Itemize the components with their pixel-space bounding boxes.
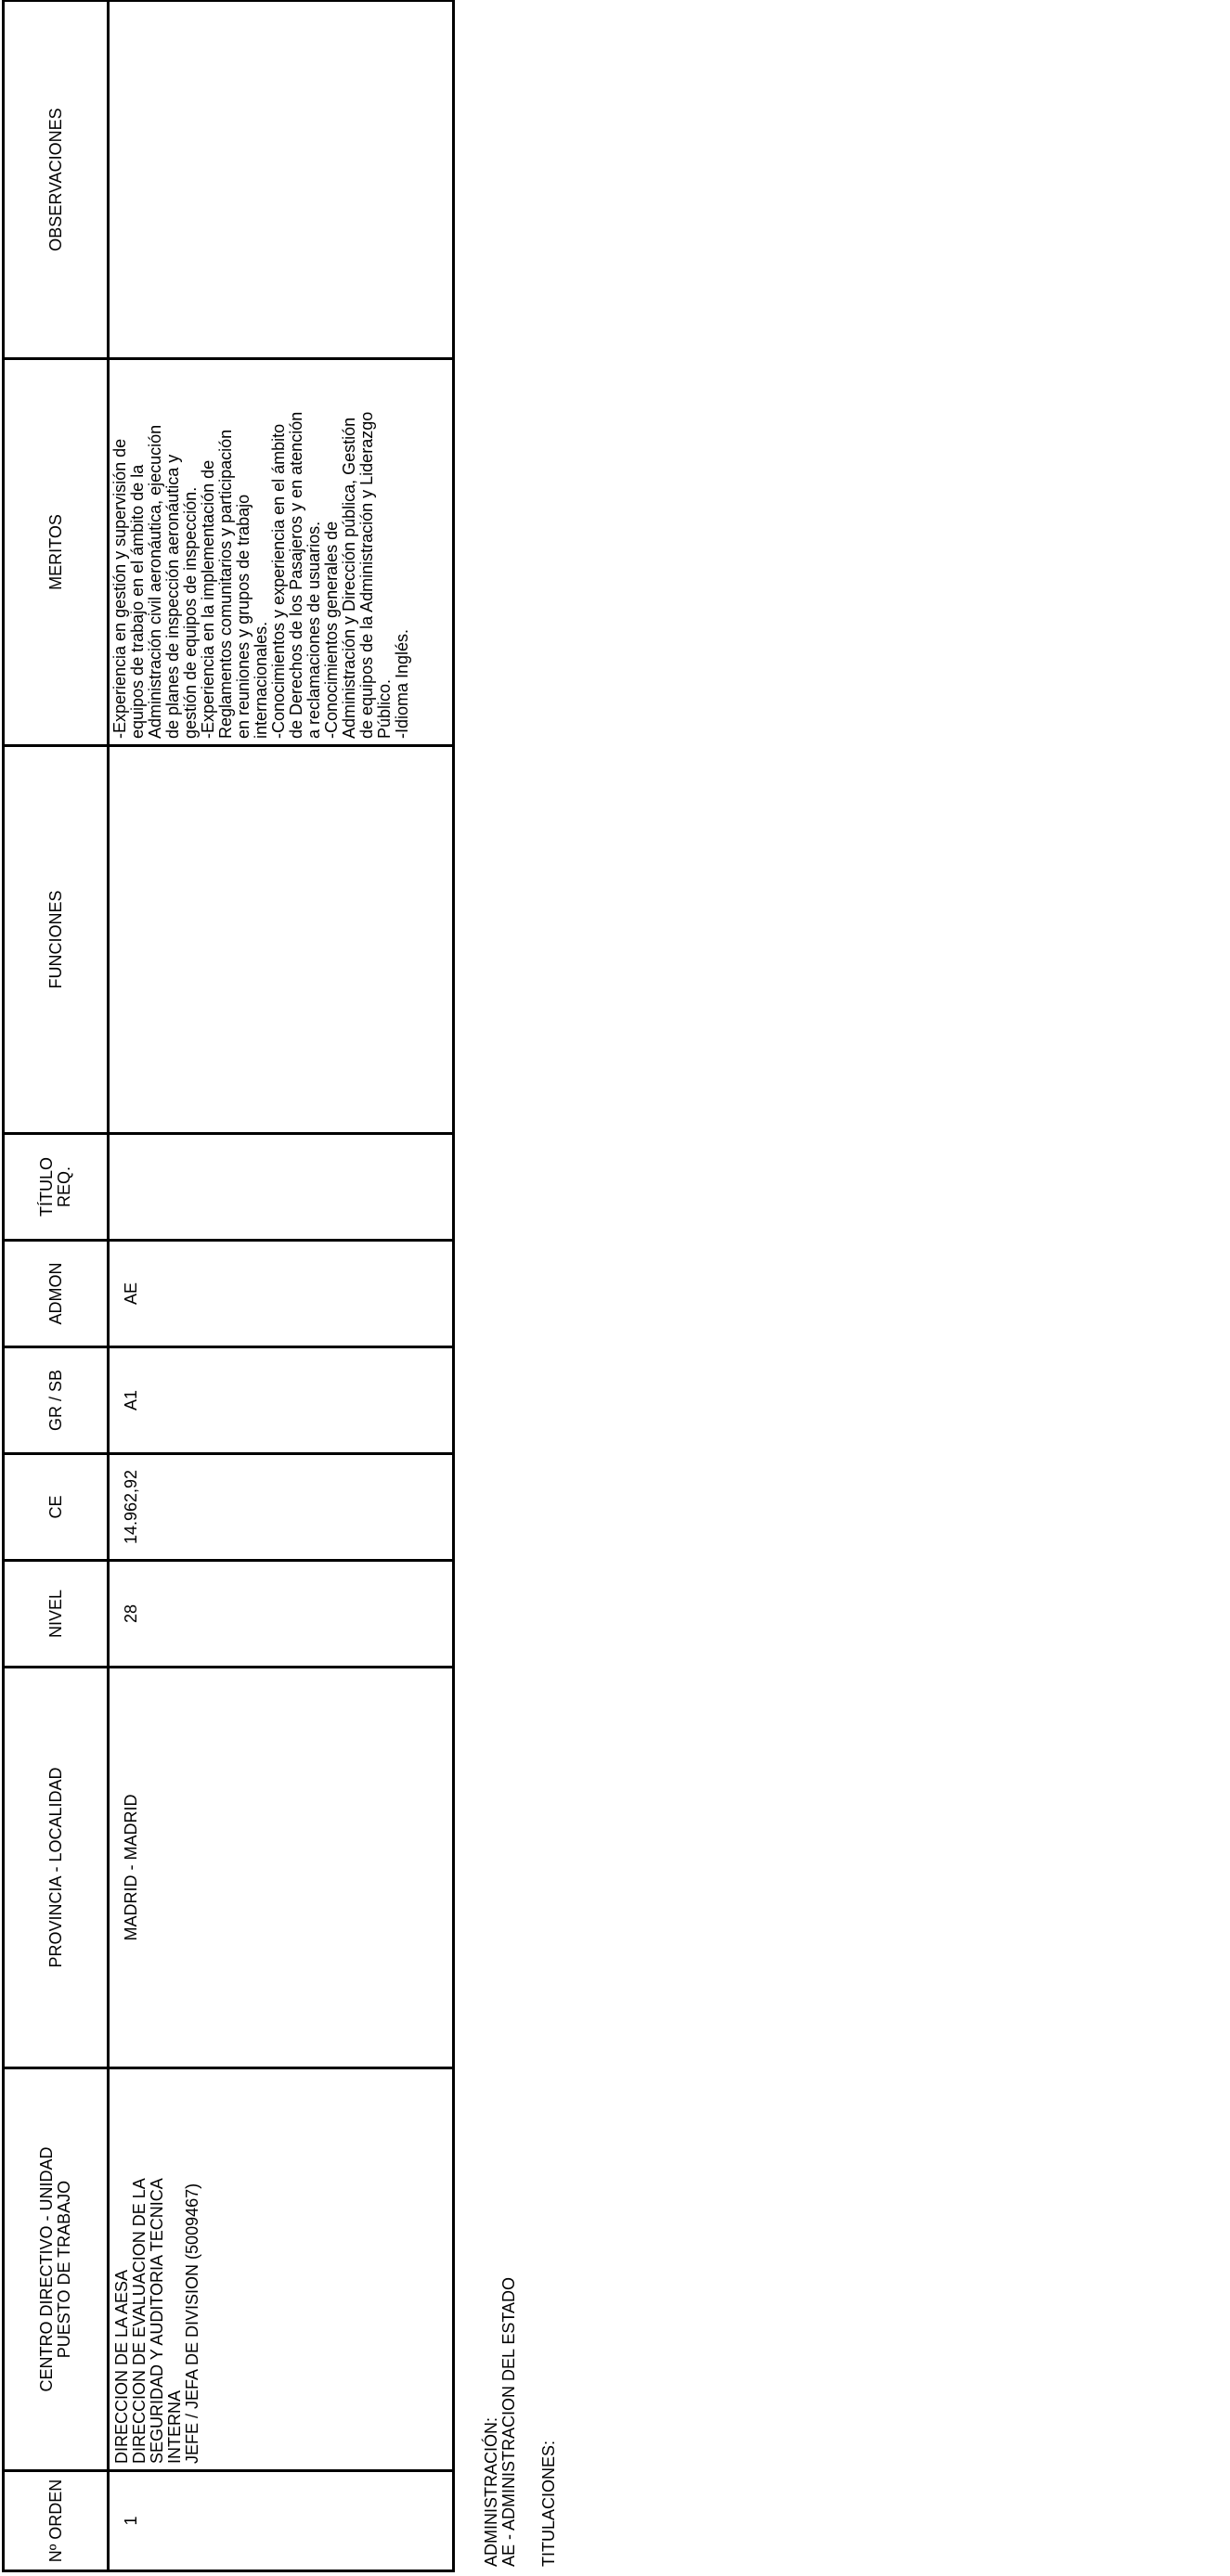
footer-notes (483, 2277, 558, 2567)
centro-line: JEFE / JEFA DE DIVISION (5009467) (183, 2183, 201, 2464)
header-centro (4, 2068, 109, 2471)
centro-line: DIRECCION DE LA AESA (112, 2269, 131, 2464)
header-funciones: FUNCIONES (4, 746, 109, 1134)
header-row (4, 1, 109, 2571)
centro-line: INTERNA (165, 2389, 184, 2464)
cell-meritos (109, 359, 454, 746)
cell-provincia: MADRID - MADRID (109, 1668, 454, 2068)
header-titulo (4, 1134, 109, 1241)
cell-ce: 14.962,92 (109, 1454, 454, 1561)
merito-line: Administración y Dirección pública, Gestión (340, 417, 358, 739)
header-ce: CE (4, 1454, 109, 1561)
merito-line: gestión de equipos de inspección. (181, 486, 200, 739)
header-admon: ADMON (4, 1241, 109, 1347)
centro-line: DIRECCION DE EVALUACION DE LA (130, 2178, 149, 2464)
cell-funciones (109, 746, 454, 1134)
centro-line: SEGURIDAD Y AUDITORIA TECNICA (148, 2178, 166, 2464)
merito-line: de equipos de la Administración y Liderazgo (357, 411, 376, 739)
merito-line: -Conocimientos generales de (322, 521, 341, 739)
header-provincia: PROVINCIA - LOCALIDAD (4, 1668, 109, 2068)
header-grupo: GR / SB (4, 1347, 109, 1454)
merito-line: -Idioma Inglés. (393, 628, 411, 739)
cell-observaciones (109, 1, 454, 359)
merito-line: en reuniones y grupos de trabajo (234, 494, 252, 739)
merito-line: internacionales. (252, 621, 270, 739)
header-observaciones: OBSERVACIONES (4, 1, 109, 359)
table-row (109, 1, 454, 2571)
merito-line: -Conocimientos y experiencia en el ámbito (269, 423, 288, 739)
merito-line: de Derechos de los Pasajeros y en atención (287, 411, 305, 739)
merito-line: a reclamaciones de usuarios. (304, 521, 323, 739)
cell-nivel: 28 (109, 1561, 454, 1668)
cell-orden: 1 (109, 2471, 454, 2571)
merito-line: de planes de inspección aeronáutica y (163, 454, 182, 739)
merito-line: -Experiencia en la implementación de (199, 459, 217, 739)
admin-label: ADMINISTRACIÓN: (482, 2416, 500, 2567)
vacancy-table (2, 0, 455, 2572)
header-centro-line2: PUESTO DE TRABAJO (55, 2180, 73, 2359)
header-meritos: MERITOS (4, 359, 109, 746)
footer-spacer (518, 2277, 540, 2567)
merito-line: Reglamentos comunitarios y participación (216, 429, 235, 739)
cell-titulo (109, 1134, 454, 1241)
header-nivel: NIVEL (4, 1561, 109, 1668)
merito-line: -Experiencia en gestión y supervisión de (110, 438, 129, 739)
admin-value: AE - ADMINISTRACION DEL ESTADO (499, 2276, 518, 2567)
header-orden: Nº ORDEN (4, 2471, 109, 2571)
cell-centro (109, 2068, 454, 2471)
cell-grupo: A1 (109, 1347, 454, 1454)
cell-admon: AE (109, 1241, 454, 1347)
header-centro-line1: CENTRO DIRECTIVO - UNIDAD (37, 2146, 56, 2392)
header-titulo-line1: TÍTULO (37, 1157, 56, 1217)
merito-line: equipos de trabajo en el ámbito de la (128, 464, 147, 739)
titulaciones-label: TITULACIONES: (539, 2440, 558, 2567)
merito-line: Administración civil aeronáutica, ejecución (146, 424, 164, 739)
merito-line: Público. (375, 678, 394, 739)
header-titulo-line2: REQ. (55, 1166, 73, 1208)
